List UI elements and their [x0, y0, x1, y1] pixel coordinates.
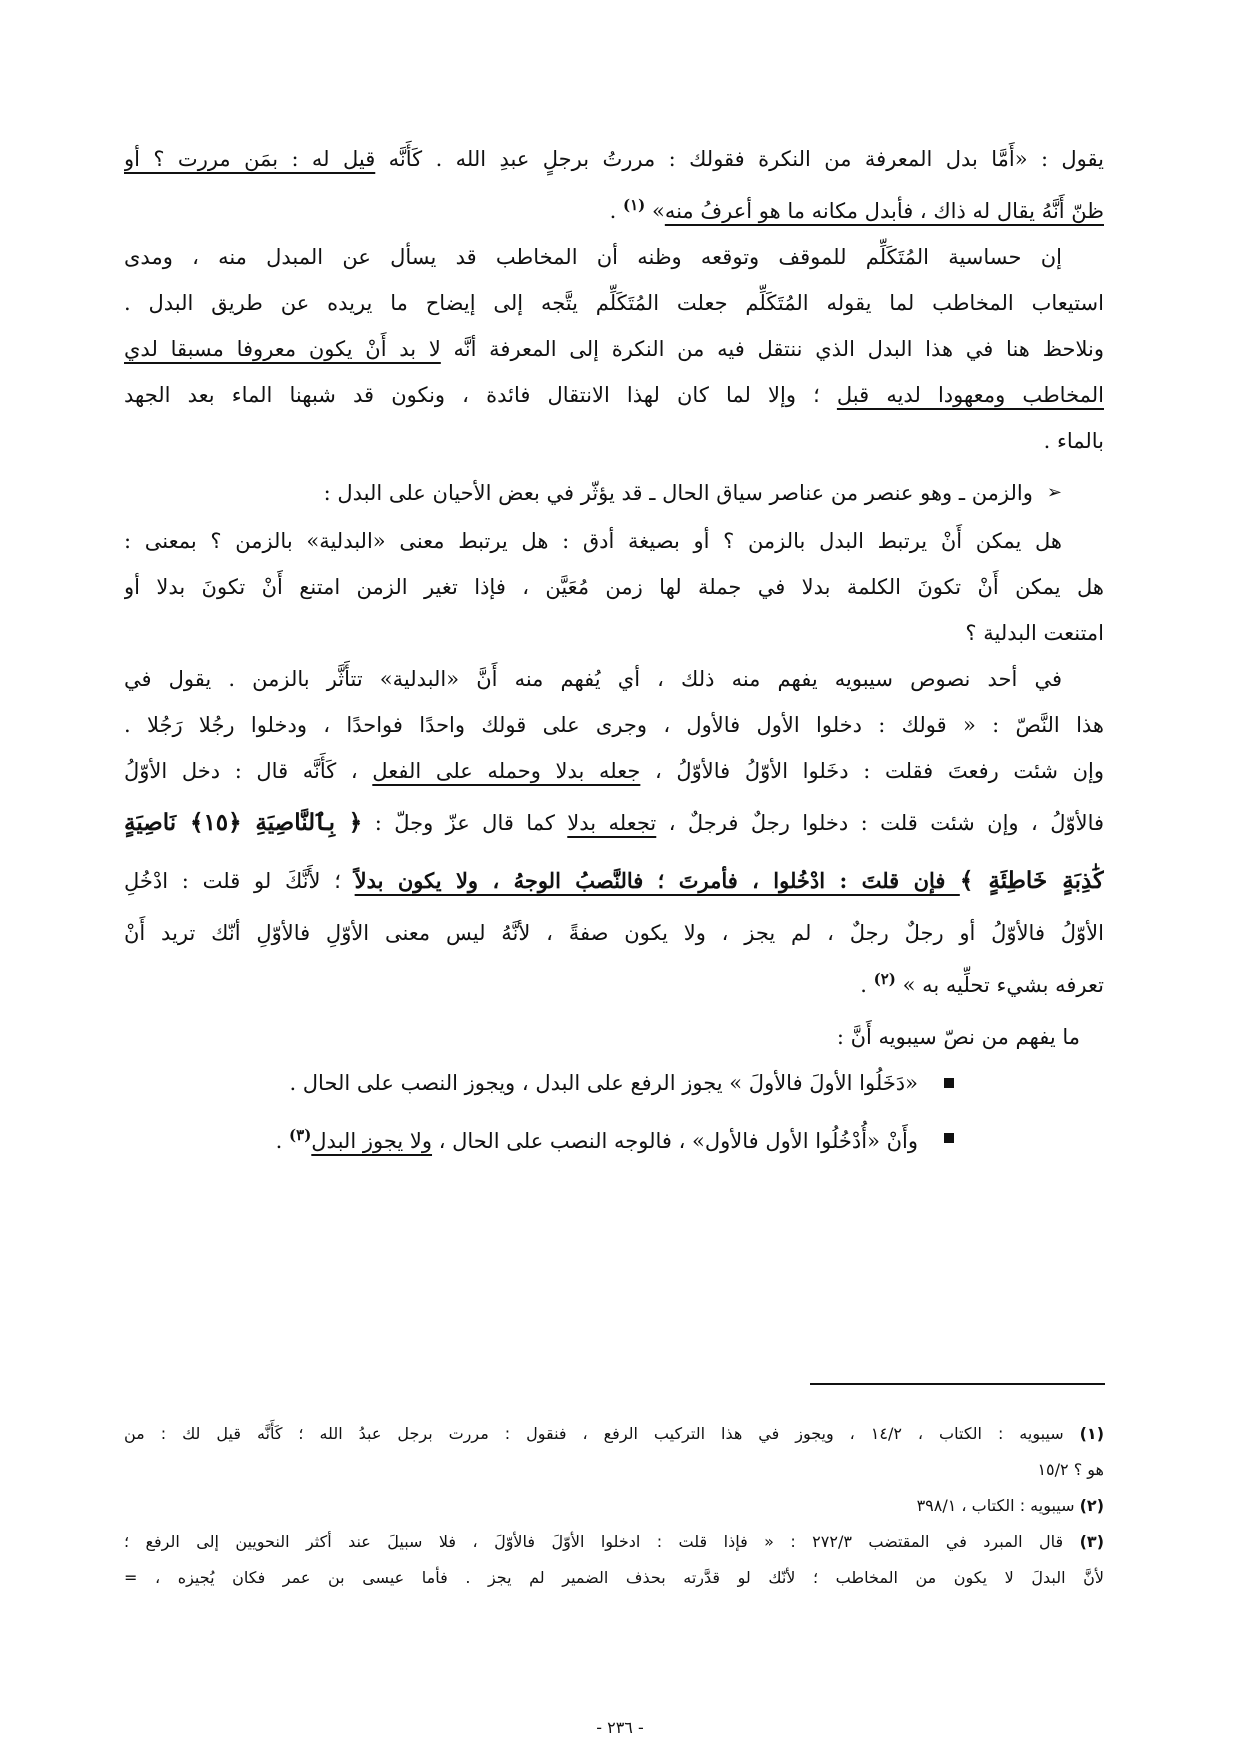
text-line: ظنّ أَنَّهُ يقال له ذاك ، فأبدل مكانه ما هو أعرفُ منه» $^{(١)}$ .	[609, 196, 1104, 223]
footnote-ref[interactable]: (٣)	[289, 1126, 312, 1144]
text-line: فالأوّلُ ، وإن شئت قلت : دخلوا رجلٌ فرجلٌ ، تجعله بدلا كما قال عزّ وجلّ : ﴿ بِٱلنَّاصِيَةِ ﴿١٥﴾ نَاصِيَةٍ	[124, 809, 1104, 836]
quran-verse: كَٰذِبَةٍ خَاطِئَةٍ ﴾	[959, 867, 1104, 894]
text-line: استيعاب المخاطب لما يقوله المُتَكَلِّم جعلت المُتَكَلِّم يتَّجه إلى إيضاح ما يريده عن طريق البدل .	[124, 291, 1104, 315]
text-line: هل يمكن أَنْ يرتبط البدل بالزمن ؟ أو بصيغة أدق : هل يرتبط معنى «البدلية» بالزمن ؟ بمعنى :	[124, 529, 1062, 553]
footnote-2: (٢) سيبويه : الكتاب ، ٣٩٨/١	[916, 1496, 1104, 1515]
text-line: ما يفهم من نصّ سيبويه أَنَّ :	[836, 1025, 1080, 1049]
paragraph-question	[124, 518, 1104, 656]
text-line: الأوّلُ فالأوّلُ أو رجلٌ رجلٌ ، لم يجز ، ولا يكون صفةً ، لأنَّهُ ليس معنى الأوّلِ فالأوّلِ أنّك تريد أَنْ	[124, 921, 1104, 945]
paragraph-quote-sibawayh-2	[124, 656, 1104, 1008]
text-line: يقول : «أَمَّا بدل المعرفة من النكرة فقولك : مررتُ برجلٍ عبدِ الله . كَأَنَّه قيل له : بمَن مررت ؟ أو	[124, 147, 1104, 171]
footnote-1-cont: هو ؟ ١٥/٢	[1037, 1460, 1104, 1479]
text-line: امتنعت البدلية ؟	[965, 621, 1104, 645]
paragraph-conclusion	[124, 1014, 1104, 1164]
footnote-separator	[810, 1383, 1105, 1385]
footnotes	[124, 1416, 1104, 1596]
footnote-3-cont: لأنَّ البدلَ لا يكون من المخاطب ؛ لأنّك لو قدَّرته بحذف الضمير لم يجز . فأما عيسى بن عمر فكان يُجيزه ، =	[124, 1568, 1104, 1587]
footnote-3: (٣) قال المبرد في المقتضب ٢٧٢/٣ : « فإذا قلت : ادخلوا الأوّلَ فالأوّلَ ، فلا سبيلَ عند أكثر النحويين إلى الرفع ؛	[124, 1532, 1104, 1551]
text-line: في أحد نصوص سيبويه يفهم منه ذلك ، أي يُفهم منه أَنَّ «البدلية» تتأَثَّر بالزمن . يقول في	[124, 667, 1062, 691]
footnote-ref[interactable]: (١)	[623, 196, 646, 214]
square-bullet-icon	[944, 1133, 954, 1143]
quran-verse: ﴿ بِٱلنَّاصِيَةِ ﴿١٥﴾ نَاصِيَةٍ	[124, 809, 363, 836]
list-item: «دَخَلُوا الأولَ فالأولَ » يجوز الرفع على البدل ، ويجوز النصب على الحال .	[124, 1060, 1104, 1106]
arrow-item: ➢ والزمن ـ وهو عنصر من عناصر سياق الحال ـ قد يؤثّر في بعض الأحيان على البدل :	[124, 470, 1104, 516]
paragraph-time-point	[124, 470, 1104, 516]
text-line: إن حساسية المُتَكَلِّم للموقف وتوقعه وظنه أن المخاطب قد يسأل عن المبدل منه ، ومدى	[124, 245, 1062, 269]
paragraph-quote-sibawayh-1	[124, 136, 1104, 234]
arrow-bullet-icon: ➢	[1046, 482, 1062, 503]
footnote-ref[interactable]: (٢)	[873, 970, 896, 988]
page-number: - ٢٣٦ -	[596, 1718, 644, 1737]
text-line: ونلاحظ هنا في هذا البدل الذي ننتقل فيه من النكرة إلى المعرفة أنَّه لا بد أَنْ يكون معروفا مسبقا لدي	[124, 337, 1104, 361]
text-line: تعرفه بشيء تحلِّيه به » $^{(٢)}$ .	[860, 970, 1104, 997]
footnote-1: (١) سيبويه : الكتاب ، ١٤/٢ ، ويجوز في هذا التركيب الرفع ، فنقول : مررت برجل عبدُ الله ؛ كَأَنَّه قيل لك : من	[124, 1424, 1104, 1443]
list-item: وأَنْ «أُدْخُلُوا الأول فالأول» ، فالوجه النصب على الحال ، ولا يجوز البدل$^{(٣)}$ .	[124, 1112, 1104, 1164]
text-line: المخاطب ومعهودا لديه قبل ؛ وإلا لما كان لهذا الانتقال فائدة ، ونكون قد شبهنا الماء بعد الجهد	[124, 383, 1104, 407]
text-line: وإن شئت رفعتَ فقلت : دخَلوا الأوّلُ فالأوّلُ ، جعله بدلا وحمله على الفعل ، كَأَنَّه قال : دخل الأوّلُ	[124, 759, 1104, 783]
text-line: بالماء .	[1043, 429, 1104, 453]
text-line: هذا النَّصّ : « قولك : دخلوا الأول فالأول ، وجرى على قولك واحدًا فواحدًا ، ودخلوا رجُلا رَجُلا .	[124, 713, 1104, 737]
square-bullet-icon	[944, 1078, 954, 1088]
text-line: كَٰذِبَةٍ خَاطِئَةٍ ﴾ فإن قلتَ : ادْخُلوا ، فأمرتَ ؛ فالنَّصبُ الوجهُ ، ولا يكون بدلاً ؛ لأَنَّكَ لو قلت : ادْخُلِ	[124, 867, 1104, 894]
paragraph-analysis	[124, 234, 1104, 464]
text-line: هل يمكن أَنْ تكونَ الكلمة بدلا في جملة لها زمن مُعَيَّن ، فإذا تغير الزمن امتنع أَنْ تكونَ بدلا أو	[124, 575, 1104, 599]
